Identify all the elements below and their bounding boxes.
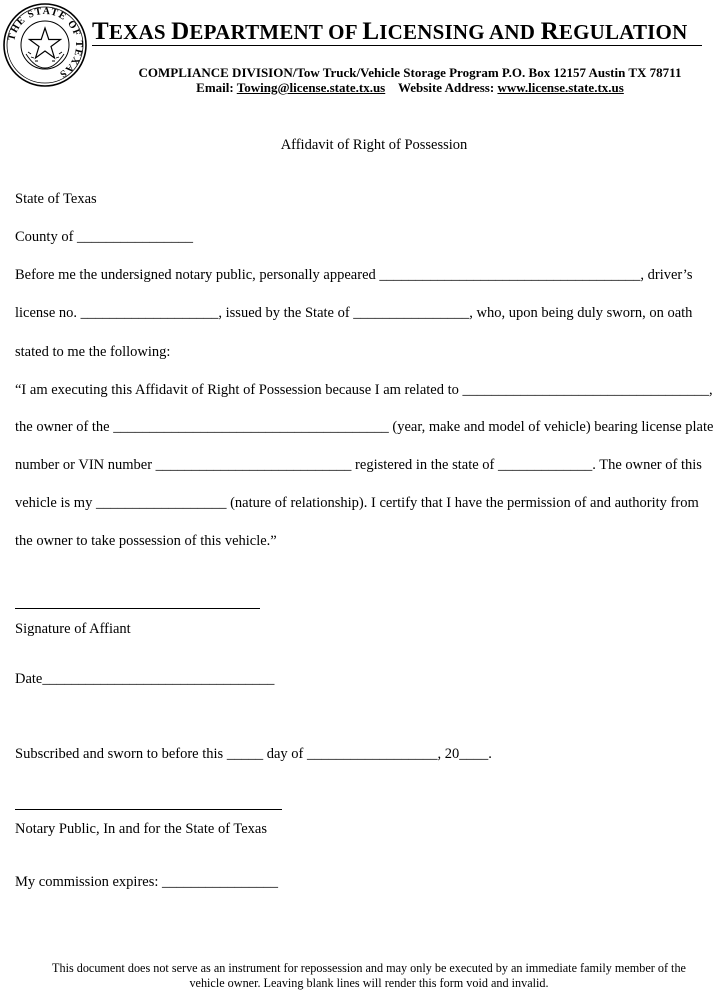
paragraph2-line5: the owner to take possession of this vehicle.” [15,533,277,549]
paragraph2-line1: “I am executing this Affidavit of Right of Possession because I am related to __________________________________, [15,382,713,398]
commission-line: My commission expires: ________________ [15,874,279,890]
website-label: Website Address: [398,80,495,95]
county-line: County of ________________ [15,229,194,245]
date-line: Date________________________________ [15,671,275,687]
notary-signature-line [15,809,282,810]
state-line: State of Texas [15,191,97,207]
paragraph1-line3: stated to me the following: [15,344,171,360]
compliance-line: COMPLIANCE DIVISION/Tow Truck/Vehicle Storage Program P.O. Box 12157 Austin TX 78711 [138,65,682,80]
paragraph1-line2: license no. ___________________, issued by the State of ________________, who, upon being duly sworn, on oath [15,305,693,321]
footer-line2: vehicle owner. Leaving blank lines will render this form void and invalid. [189,975,549,990]
document-title: Affidavit of Right of Possession [280,137,468,153]
footer-line1: This document does not serve as an instrument for repossession and may only be executed by an immediate family member of the [52,961,686,975]
email-link[interactable]: Towing@license.state.tx.us [236,80,386,95]
paragraph2-line2: the owner of the ______________________________________ (year, make and model of vehicle) bearing license plate [15,419,714,435]
state-seal-icon [2,2,88,88]
website-link[interactable]: www.license.state.tx.us [497,80,624,95]
seal-text: THE STATE OF TEXAS [6,5,85,81]
contact-line [92,80,728,96]
paragraph2-line3: number or VIN number ___________________________ registered in the state of _____________. The owner of this [15,457,702,473]
title-underline [92,45,702,46]
org-title: TEXAS DEPARTMENT OF LICENSING AND REGULATION [92,18,688,45]
email-label: Email: [196,80,234,95]
paragraph1-line1: Before me the undersigned notary public, personally appeared ____________________________________, driver’s [15,267,693,283]
notary-label: Notary Public, In and for the State of Texas [15,821,268,837]
paragraph2-line4: vehicle is my __________________ (nature of relationship). I certify that I have the permission of and authority from [15,495,699,511]
subscribed-line: Subscribed and sworn to before this _____ day of __________________, 20____. [15,746,492,762]
signature-label: Signature of Affiant [15,621,131,637]
footer-disclaimer [10,961,728,990]
affiant-signature-line [15,608,260,609]
